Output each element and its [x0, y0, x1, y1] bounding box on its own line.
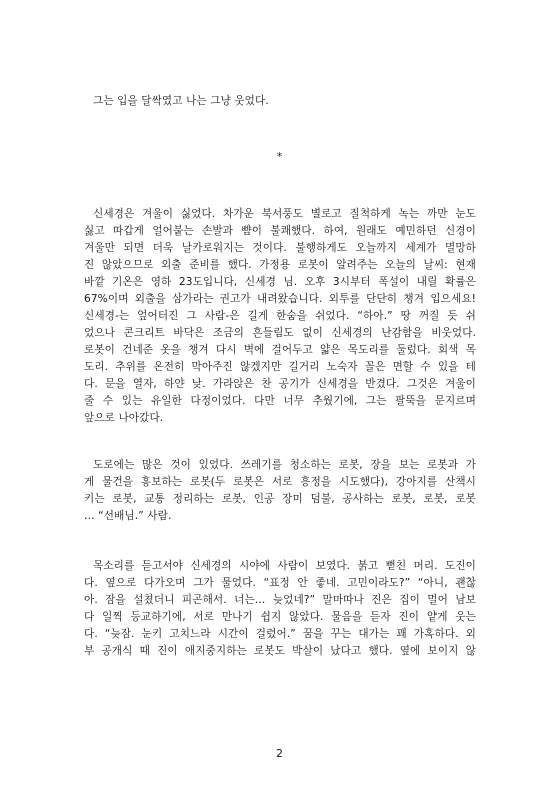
paragraph-3-line-4: 다 일찍 등교하기에, 서로 만나기 쉽지 않았다. 물음을 듣자 진이 얕게 웃는: [84, 611, 476, 623]
paragraph-1-line-4: 진 않았으므로 외출 준비를 했다. 가정용 로봇이 알려주는 오늘의 날씨: 현재: [84, 259, 476, 271]
paragraph-2-line-2: 게 물건을 홍보하는 로봇(두 로봇은 서로 흥정을 시도했다), 강아지를 산책시: [84, 476, 476, 488]
paragraph-1-line-7: 신세경-는 엎어터진 그 사람-은 길게 한숨을 쉬었다. “하아.” 땅 꺼질 듯 쉬: [84, 310, 476, 322]
paragraph-3-line-3: 아. 잠을 설쳤더니 피곤해서. 너는… 늦었네?” 말마따나 진은 집이 멀어 남보: [84, 594, 476, 606]
paragraph-3-line-1: 목소리를 듣고서야 신세경의 시야에 사람이 보였다. 붉고 뻗친 머리. 도진이: [93, 560, 476, 572]
paragraph-3-line-2: 다. 옆으로 다가오며 그가 물었다. “표정 안 좋네. 고민이라도?” “아니, 괜찮: [84, 577, 476, 589]
paragraph-1-line-11: 다. 문을 열자, 하얀 낮. 가라앉은 찬 공기가 신세경을 반겼다. 그것은 겨울이: [84, 378, 476, 390]
paragraph-1-line-9: 로봇이 건네준 옷을 챙겨 다시 벽에 걸어두고 얇은 목도리를 둘렀다. 회색 목: [84, 344, 476, 356]
paragraph-1-line-2: 싫고 따갑게 얼어붙는 손발과 뺨이 불쾌했다. 하여, 원래도 예민하던 신경이: [84, 225, 476, 237]
paragraph-2-line-1: 도로에는 많은 것이 있었다. 쓰레기를 청소하는 로봇, 장을 보는 로봇과 가: [93, 459, 476, 471]
paragraph-1-line-1: 신세경은 겨울이 싫었다. 차가운 북서풍도 별로고 질척하게 녹는 까만 눈도: [93, 208, 476, 220]
paragraph-3-line-6: 부 공개식 때 진이 애지중지하는 로봇도 박살이 났다고 했다. 옆에 보이지 않: [84, 645, 476, 657]
section-separator: *: [276, 150, 283, 163]
paragraph-1-line-12: 줄 수 있는 유일한 다정이었다. 다만 너무 추웠기에, 그는 팔뚝을 문지르며: [84, 395, 476, 407]
page-number: 2: [276, 747, 283, 760]
paragraph-1-line-13: 앞으로 나아갔다.: [84, 412, 164, 424]
paragraph-2-line-4: … “선배님.” 사람.: [84, 510, 172, 522]
paragraph-1-line-8: 었으나 콘크리트 바닥은 조금의 흔들림도 없이 신세경의 난감함을 비웃었다.: [84, 327, 476, 339]
paragraph-1-line-10: 도리. 추위를 온전히 막아주진 않겠지만 길거리 노숙자 꼴은 면할 수 있을 테: [84, 361, 476, 373]
opening-line: 그는 입을 달싹였고 나는 그냥 웃었다.: [93, 95, 269, 107]
paragraph-1-line-3: 겨울만 되면 더욱 날카로워지는 것이다. 불행하게도 오늘까지 세계가 멸망하: [84, 242, 476, 254]
paragraph-2-line-3: 키는 로봇, 교통 정리하는 로봇, 인공 장미 덤불, 공사하는 로봇, 로봇, 로봇: [84, 493, 476, 505]
paragraph-1-line-6: 67%이며 외출을 삼가라는 권고가 내려왔습니다. 외투를 단단히 챙겨 입으세요!: [84, 293, 476, 305]
paragraph-1-line-5: 바깥 기온은 영하 23도입니다, 신세경 님. 오후 3시부터 폭설이 내릴 확률은: [84, 276, 476, 288]
paragraph-3-line-5: 다. “늦잠. 눈키 고치느라 시간이 걸렸어.” 꿈을 꾸는 대가는 꽤 가혹하다. 외: [84, 628, 476, 640]
